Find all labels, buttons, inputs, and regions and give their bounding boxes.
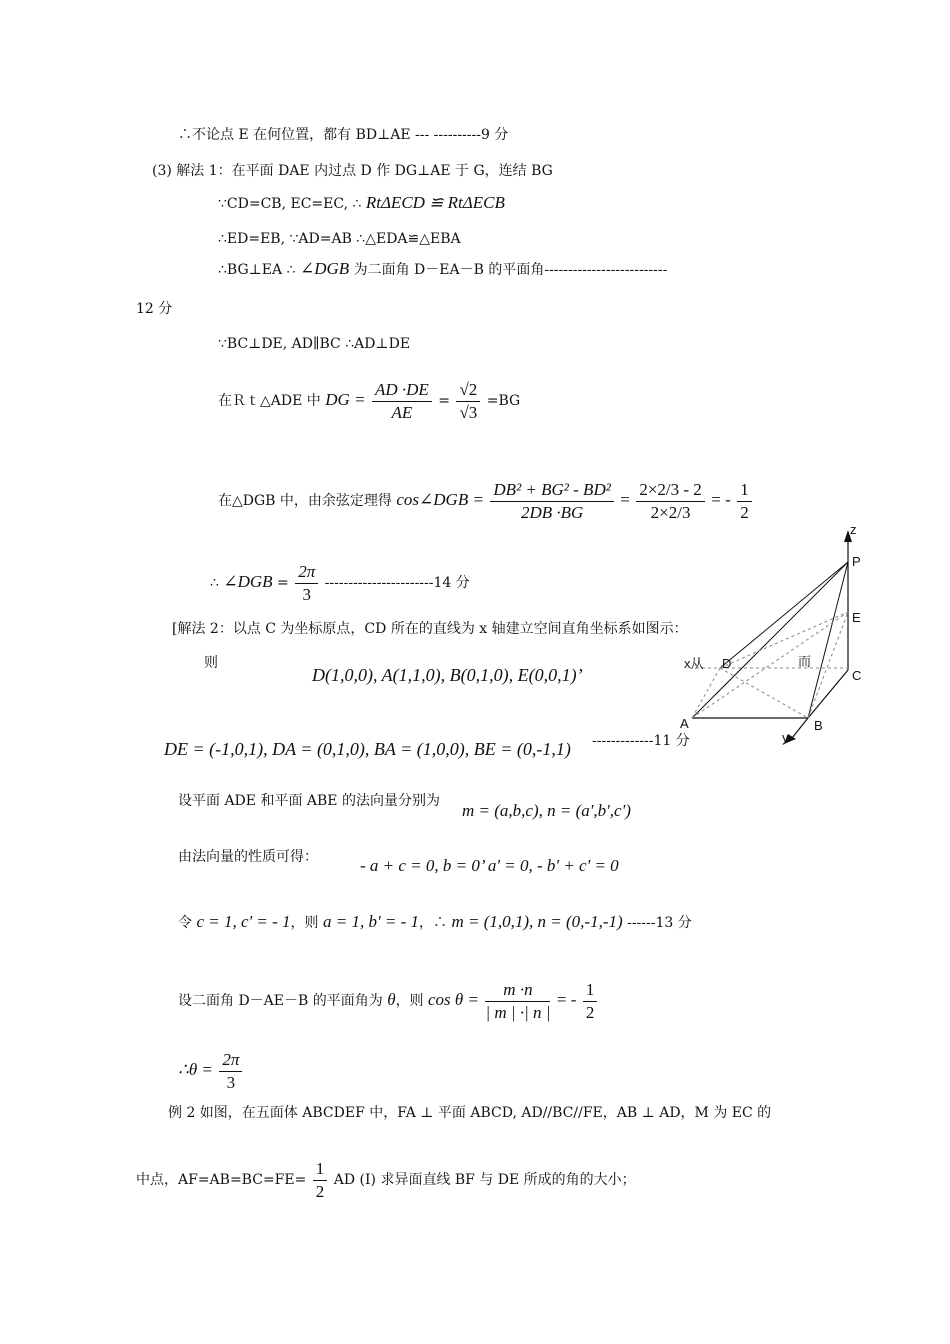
edge-DB bbox=[720, 668, 808, 718]
label-C: C bbox=[852, 668, 862, 683]
fraction-dg: $\frac{AD \cdot DE}{AE}$ bbox=[372, 379, 432, 424]
edge-AE bbox=[692, 612, 848, 718]
fraction-half: $\frac{1}{2}$ bbox=[737, 479, 752, 524]
fraction-cos-theta: $\frac{m \cdot n}{| m | \cdot| n |}$ bbox=[485, 979, 551, 1022]
line-cos-theta: 设二面角 D－AE－B 的平面角为 θ，则 cos θ = $\frac{m \cdot n}{| m | \cdot| n |}$ = - $\frac{1}{2}$ bbox=[178, 972, 599, 1028]
line-score-11: -------------11 分 bbox=[592, 733, 690, 749]
line-example-2: 例 2 如图，在五面体 ABCDEF 中，FA ⊥ 平面 ABCD, AD//BC//FE，AB ⊥ AD，M 为 EC 的 bbox=[168, 1105, 772, 1121]
line-method2: [解法 2：以点 C 为坐标原点，CD 所在的直线为 x 轴建立空间直角坐标系如图示： bbox=[172, 621, 688, 637]
label-D: D bbox=[722, 656, 732, 671]
line-midpoint: 中点，AF=AB=BC=FE= $\frac{1}{2}$ AD (I) 求异面直线 BF 与 DE 所成的角的大小； bbox=[136, 1158, 636, 1201]
line-congruent-2: ∴ED=EB, ∵AD=AB ∴△EDA≌△EBA bbox=[218, 231, 461, 247]
line-perpendicular: ∵BC⊥DE, AD∥BC ∴AD⊥DE bbox=[218, 336, 411, 352]
label-z: z bbox=[850, 522, 857, 537]
fraction-half-2: $\frac{1}{2}$ bbox=[583, 979, 598, 1024]
line-normal-property: 由法向量的性质可得： bbox=[178, 849, 318, 865]
edge-DA bbox=[692, 668, 720, 718]
line-normal-label: 设平面 ADE 和平面 ABE 的法向量分别为 bbox=[178, 793, 440, 809]
line-angle-result: ∴ ∠DGB = $\frac{2\pi}{3}$ -----------------------14 分 bbox=[210, 561, 470, 604]
fraction-theta: $\frac{2\pi}{3}$ bbox=[219, 1049, 242, 1094]
line-vectors: DE = (-1,0,1), DA = (0,1,0), BA = (1,0,0), BE = (0,-1,1) bbox=[164, 739, 571, 759]
line-method1: (3) 解法 1：在平面 DAE 内过点 D 作 DG⊥AE 于 G，连结 BG bbox=[152, 163, 553, 179]
label-A: A bbox=[680, 716, 689, 731]
y-axis bbox=[792, 718, 808, 738]
label-E: E bbox=[852, 610, 861, 625]
fraction-2pi-3: $\frac{2\pi}{3}$ bbox=[295, 561, 318, 606]
label-B: B bbox=[814, 718, 823, 733]
fraction-cosine: $\frac{\text{DB² + BG² - BD²}}{2DB \cdot BG}$ bbox=[490, 479, 613, 524]
coordinate-figure bbox=[680, 520, 880, 750]
fraction-half-ad: $\frac{1}{2}$ bbox=[313, 1158, 328, 1203]
fraction-sqrt: $\frac{√2}{√3}$ bbox=[456, 379, 480, 424]
line-coordinates: D(1,0,0), A(1,1,0), B(0,1,0), E(0,0,1)’ bbox=[312, 665, 583, 685]
fraction-cosine-value: $\frac{2\times 2/3 - 2}{2\times 2/3}$ bbox=[636, 479, 704, 524]
line-dg-formula: 在Ｒｔ△ADE 中 DG = $\frac{AD \cdot DE}{AE}$ = $\frac{√2}{√3}$ =BG bbox=[218, 379, 521, 422]
line-congruent-1: ∵CD=CB, EC=EC, ∴ RtΔECD ≌ RtΔECB bbox=[218, 193, 505, 212]
edge-DE bbox=[720, 612, 848, 668]
label-x: x从 bbox=[684, 656, 704, 671]
edge-PD bbox=[720, 562, 848, 668]
line-normal-vectors: m = (a,b,c), n = (a',b',c') bbox=[462, 801, 631, 820]
line-theta-result: ∴θ = $\frac{2\pi}{3}$ bbox=[178, 1044, 244, 1096]
label-y: y bbox=[782, 730, 789, 745]
label-er: 而 bbox=[798, 654, 812, 669]
line-then: 则 bbox=[204, 655, 218, 671]
line-plane-angle: ∴BG⊥EA ∴ ∠DGB 为二面角 D－EA－B 的平面角-------------------------- bbox=[218, 259, 668, 278]
line-cosine-law: 在△DGB 中，由余弦定理得 cos∠DGB = $\frac{\text{DB² + BG² - BD²}}{2DB \cdot BG}$ = $\frac{2\times 2/3 - 2}{2\times 2/3}$ = - $\frac{1}{2}$ bbox=[218, 455, 754, 545]
edge-PA bbox=[692, 562, 848, 718]
line-normal-equations: - a + c = 0, b = 0’ a' = 0, - b' + c' = 0 bbox=[360, 856, 619, 875]
line-let: 令 c = 1, c' = - 1，则 a = 1, b' = - 1，∴ m = (1,0,1), n = (0,-1,-1) ------13 分 bbox=[178, 912, 692, 931]
line-score-12: 12 分 bbox=[136, 301, 173, 317]
line-conclusion: ∴不论点 E 在何位置，都有 BD⊥AE --- ----------9 分 bbox=[178, 127, 509, 143]
label-P: P bbox=[852, 554, 861, 569]
edge-BE bbox=[808, 612, 848, 718]
